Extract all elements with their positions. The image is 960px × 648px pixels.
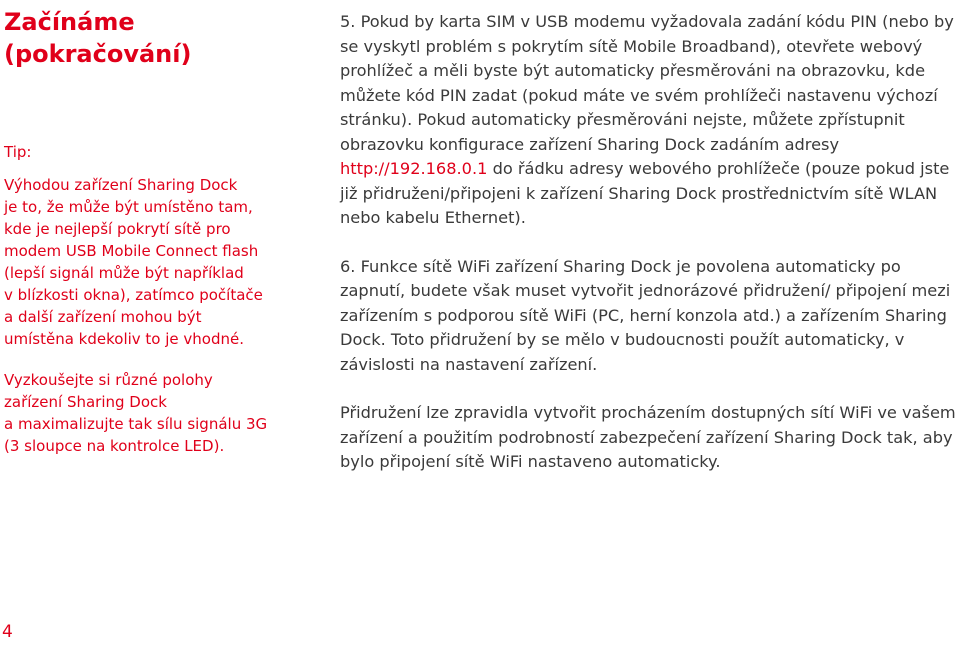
- page-title-line-2: (pokračování): [4, 40, 192, 68]
- tip-line: Vyzkoušejte si různé polohy: [4, 371, 213, 389]
- tip-label: Tip:: [4, 143, 32, 161]
- tip-paragraph-2: [4, 369, 284, 457]
- tip-line: (3 sloupce na kontrolce LED).: [4, 437, 225, 455]
- config-url-link[interactable]: http://192.168.0.1: [340, 159, 488, 178]
- tip-line: je to, že může být umístěno tam,: [4, 198, 253, 216]
- step-6-paragraph: 6. Funkce sítě WiFi zařízení Sharing Dock je povolena automaticky po zapnutí, budete však muset vytvořit jednorázové přidružení/ připojení mezi zařízením s podporou sítě WiFi (PC, herní konzola atd.) a zařízením Sharing Dock. Toto přidružení by se mělo v budoucnosti použít automaticky, v závislosti na nastavení zařízení.: [340, 256, 951, 374]
- association-paragraph: Přidružení lze zpravidla vytvořit procházením dostupných sítí WiFi ve vašem zařízení a použitím podrobností zabezpečení zařízení Sharing Dock tak, aby bylo připojení sítě WiFi nastaveno automaticky.: [340, 403, 956, 471]
- page-number: 4: [2, 622, 13, 642]
- tip-line: a další zařízení mohou být: [4, 308, 202, 326]
- tip-line: kde je nejlepší pokrytí sítě pro: [4, 220, 231, 238]
- page-title: [4, 6, 304, 70]
- tip-line: umístěna kdekoliv to je vhodné.: [4, 330, 244, 348]
- main-content: [340, 10, 958, 499]
- sidebar: [4, 6, 304, 476]
- tip-line: a maximalizujte tak sílu signálu 3G: [4, 415, 268, 433]
- tip-line: (lepší signál může být například: [4, 264, 244, 282]
- tip-line: Výhodou zařízení Sharing Dock: [4, 176, 238, 194]
- tip-text: [4, 174, 284, 457]
- step-5-text: 5. Pokud by karta SIM v USB modemu vyžadovala zadání kódu PIN (nebo by se vyskytl problém s pokrytím sítě Mobile Broadband), otevřete webový prohlížeč a měli byste být automaticky přesměrováni na obrazovku, kde můžete kód PIN zadat (pokud máte ve svém prohlížeči nastavenu výchozí stránku). Pokud automaticky přesměrováni nejste, můžete zpřístupnit obrazovku konfigurace zařízení Sharing Dock zadáním adresy: [340, 12, 954, 154]
- tip-paragraph-1: [4, 174, 284, 350]
- page-title-line-1: Začínáme: [4, 8, 135, 36]
- tip-line: v blízkosti okna), zatímco počítače: [4, 286, 263, 304]
- tip-line: zařízení Sharing Dock: [4, 393, 167, 411]
- step-5-paragraph: [340, 10, 958, 231]
- step-5-text-continued: do řádku adresy webového prohlížeče (pouze pokud jste již přidruženi/připojeni k zařízení Sharing Dock prostřednictvím sítě WLAN nebo kabelu Ethernet).: [340, 159, 950, 227]
- tip-line: modem USB Mobile Connect flash: [4, 242, 259, 260]
